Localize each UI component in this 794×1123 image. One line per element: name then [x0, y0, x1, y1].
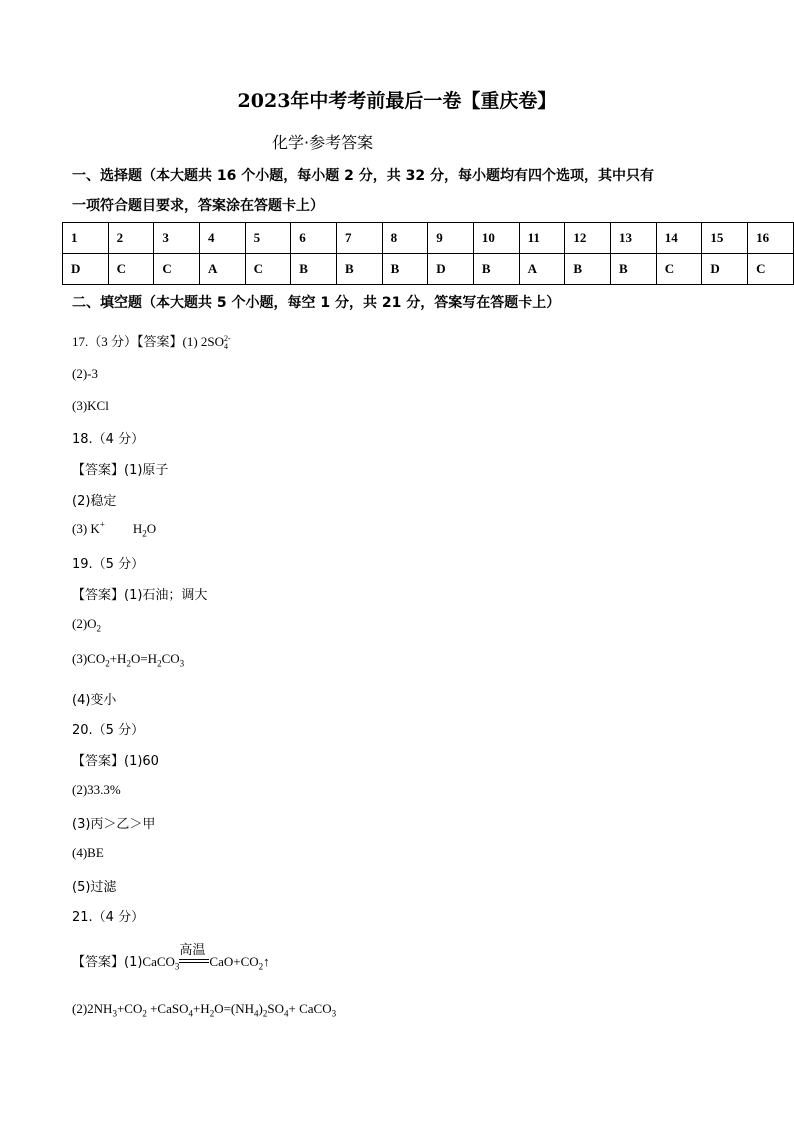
q20-answer-1: 【答案】(1)60 [72, 754, 159, 769]
question-number: 9 [428, 223, 474, 254]
answer-cell: C [245, 254, 291, 285]
q19-answer-3 [72, 651, 184, 667]
q17-subscript: 4 [224, 342, 229, 352]
q21-a2-part: +CaSO [146, 1001, 189, 1016]
question-number: 1 [63, 223, 109, 254]
q21-a1-sub: 2 [258, 961, 264, 972]
question-number: 3 [154, 223, 200, 254]
q18-header: 18.（4 分） [72, 432, 145, 447]
q19-a3-part: O=H [130, 651, 158, 666]
q21-a2-sub: 2 [262, 1008, 268, 1019]
question-number: 10 [473, 223, 519, 254]
answer-cell: B [611, 254, 657, 285]
answer-cell: C [108, 254, 154, 285]
answer-cell: B [336, 254, 382, 285]
q21-answer-2 [72, 1001, 336, 1017]
question-number: 5 [245, 223, 291, 254]
condition-label: 高温 [179, 943, 206, 959]
answer-table-answer-row [63, 254, 794, 285]
section1-heading-line2: 一项符合题目要求，答案涂在答题卡上） [72, 198, 324, 214]
q17-answer-3: (3)KCl [72, 398, 109, 413]
page-title: 2023年中考考前最后一卷【重庆卷】 [237, 90, 557, 112]
q21-a2-part: +CO [116, 1001, 143, 1016]
answer-cell: D [702, 254, 748, 285]
q21-a2-sub: 3 [112, 1008, 117, 1019]
q20-answer-3: (3)丙＞乙＞甲 [72, 817, 156, 832]
q21-answer-1 [72, 943, 270, 972]
q21-a2-part: +H [192, 1001, 210, 1016]
q20-header: 20.（5 分） [72, 723, 145, 738]
q19-a3-sub: 2 [105, 658, 110, 669]
q18-answer-3 [72, 521, 156, 537]
q20-answer-4: (4)BE [72, 845, 104, 860]
q21-a1-sub: 3 [174, 961, 180, 972]
q21-a1-label: 【答案】(1) [72, 955, 143, 970]
q17-charge: 2- [224, 334, 231, 344]
q19-answer-2 [72, 616, 101, 632]
q19-a2-sub: 2 [96, 623, 102, 634]
equals-bar [179, 959, 209, 960]
q21-a2-sub: 2 [209, 1008, 215, 1019]
q19-header: 19.（5 分） [72, 557, 145, 572]
q21-a2-sub: 3 [331, 1008, 337, 1019]
q18-a3-water-sub: 2 [142, 528, 147, 539]
q21-a2-part: (2)2NH [72, 1001, 113, 1016]
question-number: 13 [611, 223, 657, 254]
reaction-condition [179, 943, 209, 970]
q21-header: 21.（4 分） [72, 910, 145, 925]
answer-cell: C [656, 254, 702, 285]
q19-a3-part: CO [161, 651, 180, 666]
q21-a2-sub: 4 [254, 1008, 259, 1019]
q21-a1-reactant: CaCO [142, 954, 175, 969]
section1-heading-line1: 一、选择题（本大题共 16 个小题，每小题 2 分，共 32 分，每小题均有四个选项，其中只有 [72, 168, 654, 184]
q21-a1-product: CaO+CO [209, 954, 259, 969]
answer-cell: B [565, 254, 611, 285]
q18-a3-charge: + [99, 519, 105, 530]
page-subtitle: 化学·参考答案 [272, 133, 374, 152]
q17-header: 17.（3 分）【答案】(1) 2SO [72, 334, 225, 349]
question-number: 2 [108, 223, 154, 254]
q18-a3-potassium: (3) K [72, 521, 100, 536]
q21-a2-part: O=(NH [214, 1001, 255, 1016]
q19-a3-sub: 2 [126, 658, 131, 669]
q18-a3-water-o: O [146, 521, 157, 536]
question-number: 16 [748, 223, 794, 254]
question-number: 7 [336, 223, 382, 254]
q18-a3-water-h: H [132, 521, 143, 536]
q17-answer-1 [72, 331, 231, 351]
q19-a2-text: (2)O [72, 616, 97, 631]
gas-arrow-icon: ↑ [263, 954, 270, 969]
answer-cell: C [748, 254, 794, 285]
question-number: 4 [199, 223, 245, 254]
question-number: 8 [382, 223, 428, 254]
q21-a2-sub: 4 [188, 1008, 193, 1019]
question-number: 14 [656, 223, 702, 254]
answer-cell: D [63, 254, 109, 285]
equals-bar [179, 962, 209, 963]
q19-a3-sub: 3 [179, 658, 185, 669]
q19-a3-part: (3)CO [72, 651, 106, 666]
q21-a2-sub: 2 [142, 1008, 147, 1019]
answer-cell: A [519, 254, 565, 285]
q19-a3-part: +H [109, 651, 127, 666]
q21-a2-part: SO [267, 1001, 284, 1016]
q18-answer-2: (2)稳定 [72, 494, 117, 509]
q21-a2-part: + CaCO [288, 1001, 332, 1016]
q21-a2-part: ) [258, 1001, 263, 1016]
q20-answer-5: (5)过滤 [72, 880, 117, 895]
q20-answer-2: (2)33.3% [72, 782, 121, 797]
section2-heading: 二、填空题（本大题共 5 个小题，每空 1 分，共 21 分，答案写在答题卡上） [72, 295, 561, 311]
answer-cell: B [291, 254, 337, 285]
q17-answer-2: (2)-3 [72, 366, 98, 381]
answer-table [62, 222, 794, 285]
answer-cell: C [154, 254, 200, 285]
answer-cell: B [473, 254, 519, 285]
q19-a3-sub: 2 [157, 658, 162, 669]
q21-a2-sub: 4 [284, 1008, 289, 1019]
q19-answer-4: (4)变小 [72, 693, 117, 708]
answer-cell: D [428, 254, 474, 285]
answer-table-number-row [63, 223, 794, 254]
answer-cell: A [199, 254, 245, 285]
q18-answer-1: 【答案】(1)原子 [72, 463, 169, 478]
question-number: 11 [519, 223, 565, 254]
question-number: 6 [291, 223, 337, 254]
answer-cell: B [382, 254, 428, 285]
q19-answer-1: 【答案】(1)石油；调大 [72, 588, 208, 603]
question-number: 15 [702, 223, 748, 254]
question-number: 12 [565, 223, 611, 254]
